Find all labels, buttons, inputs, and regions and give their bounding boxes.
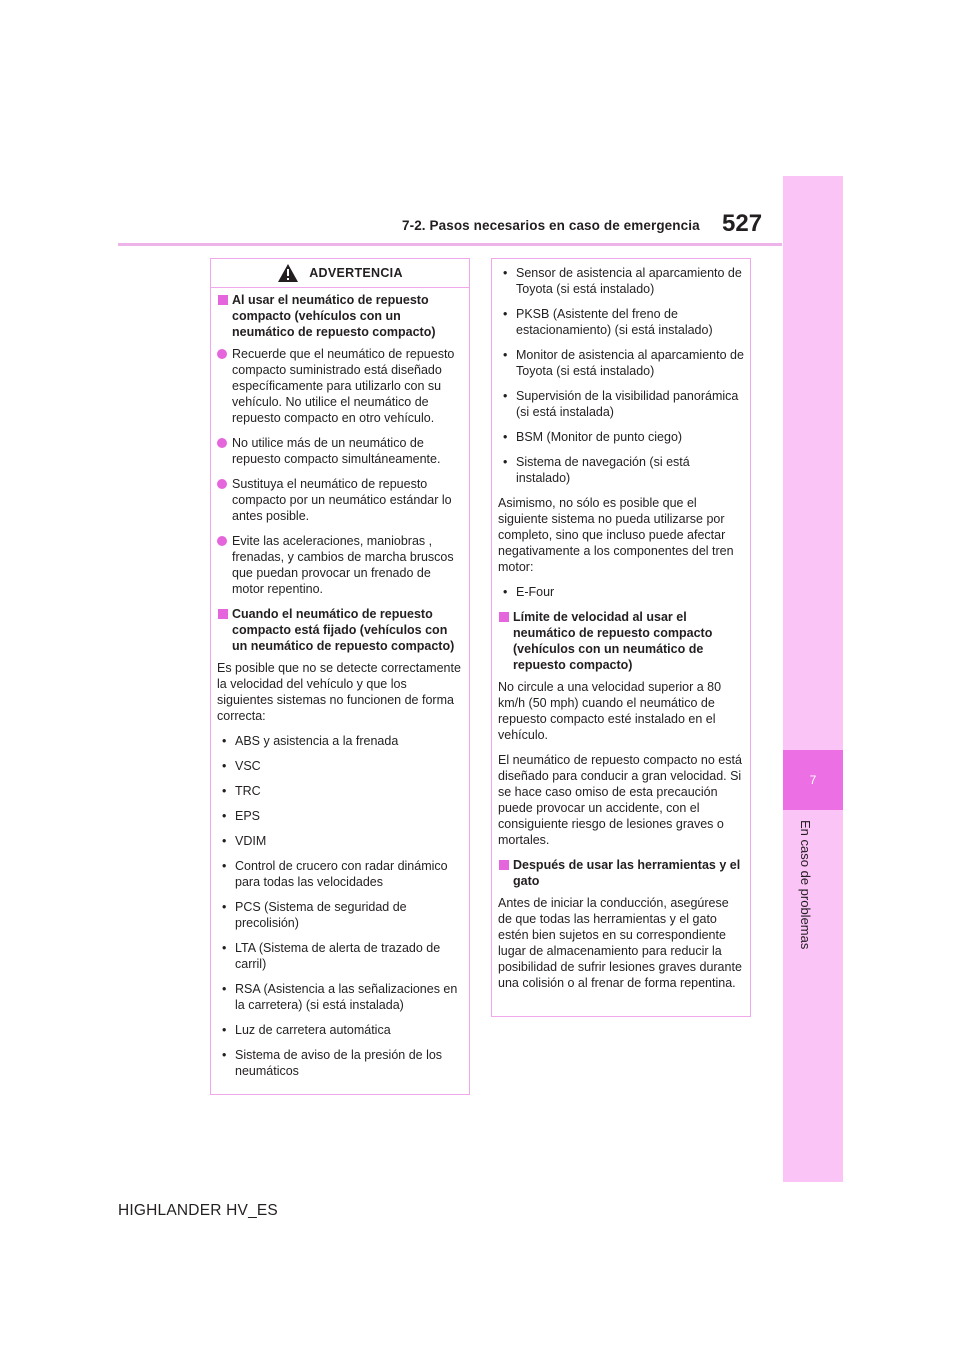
chapter-title: En caso de problemas	[798, 820, 813, 950]
bullet-item: • VSC	[217, 758, 463, 774]
bullet-item: • RSA (Asistencia a las señalizaciones en la carretera) (si está instalada)	[217, 981, 463, 1013]
bullet-item: • Sistema de navegación (si está instalado)	[498, 454, 744, 486]
bullet-item: • Luz de carretera automática	[217, 1022, 463, 1038]
paragraph: No circule a una velocidad superior a 80 km/h (50 mph) cuando el neumático de repuesto compacto esté instalado en el vehículo.	[498, 680, 722, 742]
bullet-item: • Monitor de asistencia al aparcamiento de Toyota (si está instalado)	[498, 347, 744, 379]
warning-content-left	[211, 288, 469, 1079]
bullet-item: • ABS y asistencia a la frenada	[217, 733, 463, 749]
bullet-item: • PKSB (Asistente del freno de estacionamiento) (si está instalado)	[498, 306, 744, 338]
bullet-item: • Control de crucero con radar dinámico para todas las velocidades	[217, 858, 463, 890]
section-heading: Después de usar las herramientas y el gato	[498, 857, 744, 889]
chapter-side-tab	[783, 176, 843, 1182]
bullet-item: • Supervisión de la visibilidad panorámica (si está instalada)	[498, 388, 744, 420]
list-item: Recuerde que el neumático de repuesto compacto suministrado está diseñado específicamente para utilizarlo con su vehículo. No utilice el neumático de repuesto compacto en otro vehículo.	[217, 346, 463, 426]
bullet-item: • LTA (Sistema de alerta de trazado de carril)	[217, 940, 463, 972]
bullet-item: • Sensor de asistencia al aparcamiento de Toyota (si está instalado)	[498, 265, 744, 297]
warning-label: ADVERTENCIA	[309, 266, 403, 280]
paragraph: Es posible que no se detecte correctamente la velocidad del vehículo y que los siguientes sistemas no funcionen de forma correcta:	[217, 661, 461, 723]
section-heading: Cuando el neumático de repuesto compacto está fijado (vehículos con un neumático de repuesto compacto)	[217, 606, 463, 654]
paragraph: El neumático de repuesto compacto no está diseñado para conducir a gran velocidad. Si se hace caso omiso de esta precaución puede provocar un accidente, con el consiguiente riesgo de lesiones graves o mortales.	[498, 753, 742, 847]
list-item: Evite las aceleraciones, maniobras , frenadas, y cambios de marcha bruscos que puedan provocar un frenado de motor repentino.	[217, 533, 463, 597]
page-number: 527	[722, 210, 763, 237]
list-item: No utilice más de un neumático de repuesto compacto simultáneamente.	[217, 435, 463, 467]
warning-box-right	[491, 258, 751, 1017]
warning-triangle-icon	[277, 263, 299, 283]
list-item: Sustituya el neumático de repuesto compacto por un neumático estándar lo antes posible.	[217, 476, 463, 524]
chapter-number-tab: 7	[783, 750, 843, 810]
bullet-item: • Sistema de aviso de la presión de los neumáticos	[217, 1047, 463, 1079]
warning-header	[211, 259, 469, 288]
header-divider	[118, 243, 782, 246]
footer-model-name: HIGHLANDER HV_ES	[118, 1202, 278, 1219]
section-title: 7-2. Pasos necesarios en caso de emergencia	[402, 218, 700, 233]
section-heading: Límite de velocidad al usar el neumático de repuesto compacto (vehículos con un neumático de repuesto compacto)	[498, 609, 744, 673]
paragraph: Antes de iniciar la conducción, asegúrese de que todas las herramientas y el gato estén bien sujetos en su correspondiente lugar de almacenamiento para reducir la posibilidad de sufrir lesiones graves durante una colisión o al frenar de forma repentina.	[498, 896, 742, 990]
bullet-item: • EPS	[217, 808, 463, 824]
bullet-item: • E-Four	[498, 584, 744, 600]
paragraph: Asimismo, no sólo es posible que el siguiente sistema no pueda utilizarse por completo, sino que incluso puede afectar negativamente a los componentes del tren motor:	[498, 496, 734, 574]
warning-content-right	[492, 259, 750, 991]
section-heading: Al usar el neumático de repuesto compacto (vehículos con un neumático de repuesto compacto)	[217, 292, 463, 340]
warning-box-left	[210, 258, 470, 1095]
bullet-item: • PCS (Sistema de seguridad de precolisión)	[217, 899, 463, 931]
bullet-item: • TRC	[217, 783, 463, 799]
bullet-item: • VDIM	[217, 833, 463, 849]
bullet-item: • BSM (Monitor de punto ciego)	[498, 429, 744, 445]
